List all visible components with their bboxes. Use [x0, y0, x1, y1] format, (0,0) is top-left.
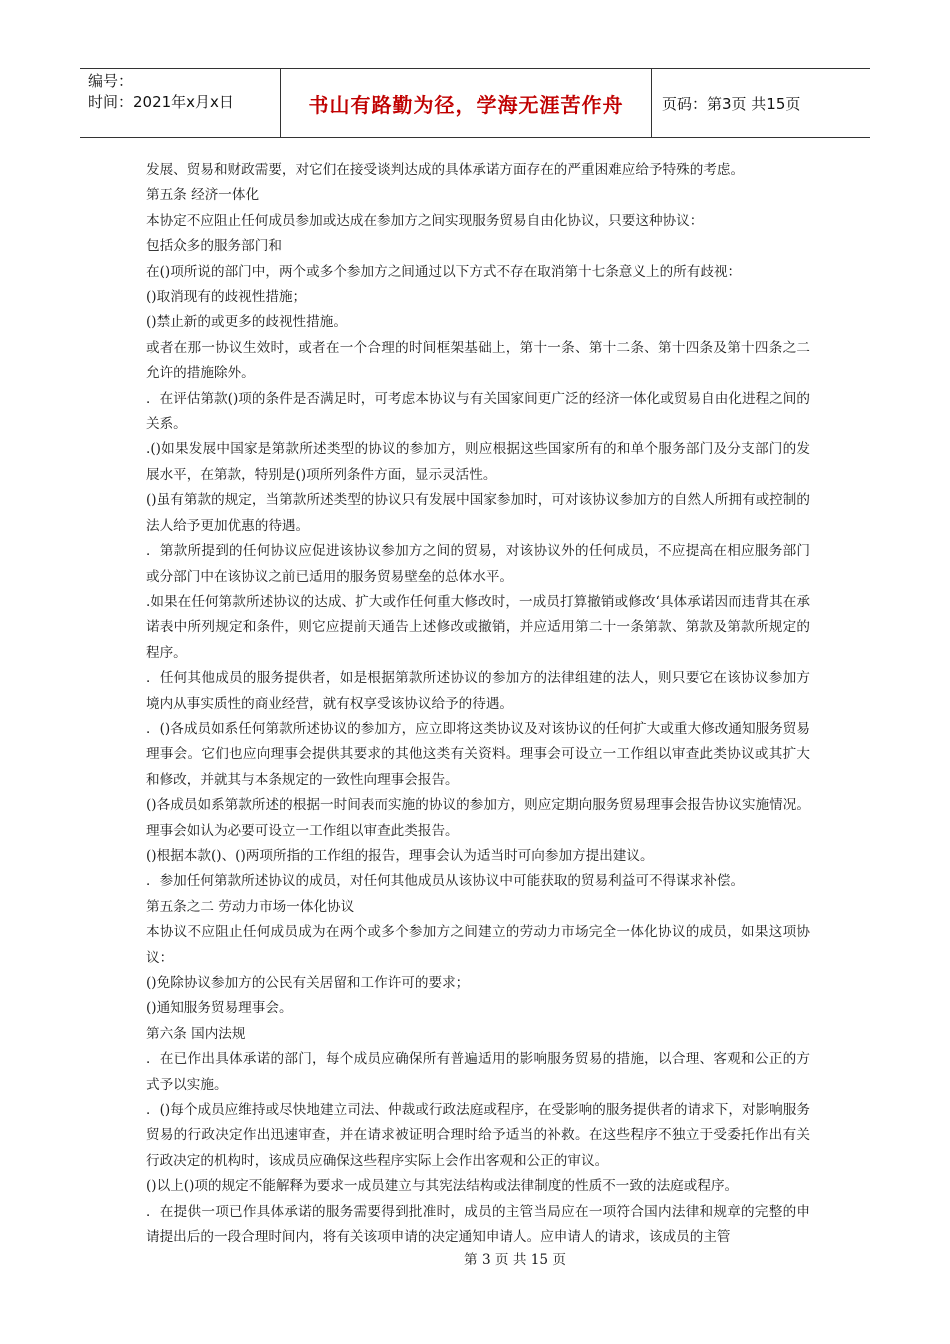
paragraph: ()各成员如系第款所述的根据一时间表而实施的协议的参加方，则应定期向服务贸易理事会报告协议实施情况。理事会如认为必要可设立一工作组以审查此类报告。: [146, 797, 810, 839]
paragraph: ．在提供一项已作具体承诺的服务需要得到批准时，成员的主管当局应在一项符合国内法律和规章的完整的申请提出后的一段合理时间内，将有关该项申请的决定通知申请人。应申请人的请求，该成员的主管: [146, 1203, 810, 1246]
paragraph: ()虽有第款的规定，当第款所述类型的协议只有发展中国家参加时，可对该协议参加方的自然人所拥有或控制的法人给予更加优惠的待遇。: [146, 492, 810, 534]
section-heading: 第五条 经济一体化: [146, 187, 260, 204]
paragraph: ()免除协议参加方的公民有关居留和工作许可的要求；: [146, 975, 470, 991]
page-header: [80, 68, 870, 138]
paragraph: 或者在那一协议生效时，或者在一个合理的时间框架基础上，第十一条、第十二条、第十四条及第十四条之二允许的措施除外。: [146, 339, 810, 382]
header-page-number: 页码：第3页 共15页: [662, 94, 801, 113]
document-number-label: 编号：: [88, 72, 134, 90]
paragraph: ．()每个成员应维持或尽快地建立司法、仲裁或行政法庭或程序，在受影响的服务提供者的请求下，对影响服务贸易的行政决定作出迅速审查，并在请求被证明合理时给予适当的补救。在这些程序不独立于受委托作出有关行政决定的机构时，该成员应确保这些程序实际上会作出客观和公正的审议。: [146, 1102, 810, 1169]
paragraph: ()以上()项的规定不能解释为要求一成员建立与其宪法结构或法律制度的性质不一致的法庭或程序。: [146, 1178, 739, 1195]
paragraph: 在()项所说的部门中，两个或多个参加方之间通过以下方式不存在取消第十七条意义上的所有歧视：: [146, 263, 742, 280]
paragraph: 包括众多的服务部门和: [146, 238, 282, 255]
paragraph: ()通知服务贸易理事会。: [146, 1000, 293, 1017]
document-date-label: 时间：2021年x月x日: [88, 93, 234, 111]
paragraph: ．在已作出具体承诺的部门，每个成员应确保所有普遍适用的影响服务贸易的措施，以合理、客观和公正的方式予以实施。: [146, 1051, 810, 1093]
paragraph: ．在评估第款()项的条件是否满足时，可考虑本协议与有关国家间更广泛的经济一体化或贸易自由化进程之间的关系。: [146, 390, 810, 433]
paragraph: 本协议不应阻止任何成员成为在两个或多个参加方之间建立的劳动力市场完全一体化协议的成员，如果这项协议：: [146, 924, 810, 966]
paragraph: ．第款所提到的任何协议应促进该协议参加方之间的贸易，对该协议外的任何成员，不应提高在相应服务部门或分部门中在该协议之前已适用的服务贸易壁垒的总体水平。: [146, 543, 810, 585]
section-heading: 第六条 国内法规: [146, 1025, 246, 1042]
paragraph: ()禁止新的或更多的歧视性措施。: [146, 314, 347, 331]
paragraph: ．()各成员如系任何第款所述协议的参加方，应立即将这类协议及对该协议的任何扩大或重大修改通知服务贸易理事会。它们也应向理事会提供其要求的其他这类有关资料。理事会可设立一工作组以审查此类协议或其扩大和修改，并就其与本条规定的一致性向理事会报告。: [146, 720, 810, 788]
paragraph: ()取消现有的歧视性措施；: [146, 289, 307, 306]
paragraph: .()如果发展中国家是第款所述类型的协议的参加方，则应根据这些国家所有的和单个服务部门及分支部门的发展水平，在第款，特别是()项所列条件方面，显示灵活性。: [146, 441, 810, 483]
paragraph: 本协定不应阻止任何成员参加或达成在参加方之间实现服务贸易自由化协议，只要这种协议：: [146, 212, 704, 229]
paragraph: ．任何其他成员的服务提供者，如是根据第款所述协议的参加方的法律组建的法人，则只要它在该协议参加方境内从事实质性的商业经营，就有权享受该协议给予的待遇。: [146, 670, 810, 712]
header-motto: 书山有路勤为径，学海无涯苦作舟: [280, 69, 652, 137]
document-body: [146, 158, 810, 1250]
paragraph: ()根据本款()、()两项所指的工作组的报告，理事会认为适当时可向参加方提出建议。: [146, 847, 654, 864]
page-footer: 第 3 页 共 15 页: [464, 1252, 566, 1268]
paragraph: ．参加任何第款所述协议的成员，对任何其他成员从该协议中可能获取的贸易利益可不得谋求补偿。: [146, 873, 745, 890]
section-heading: 第五条之二 劳动力市场一体化协议: [146, 898, 355, 915]
header-meta: [80, 69, 280, 137]
paragraph: .如果在任何第款所述协议的达成、扩大或作任何重大修改时，一成员打算撤销或修改‘具体承诺因而违背其在承诺表中所列规定和条件，则它应提前天通告上述修改或撤销，并应适用第二十一条第款、第款及第款所规定的程序。: [146, 593, 810, 661]
paragraph: 发展、贸易和财政需要，对它们在接受谈判达成的具体承诺方面存在的严重困难应给予特殊的考虑。: [146, 162, 745, 178]
